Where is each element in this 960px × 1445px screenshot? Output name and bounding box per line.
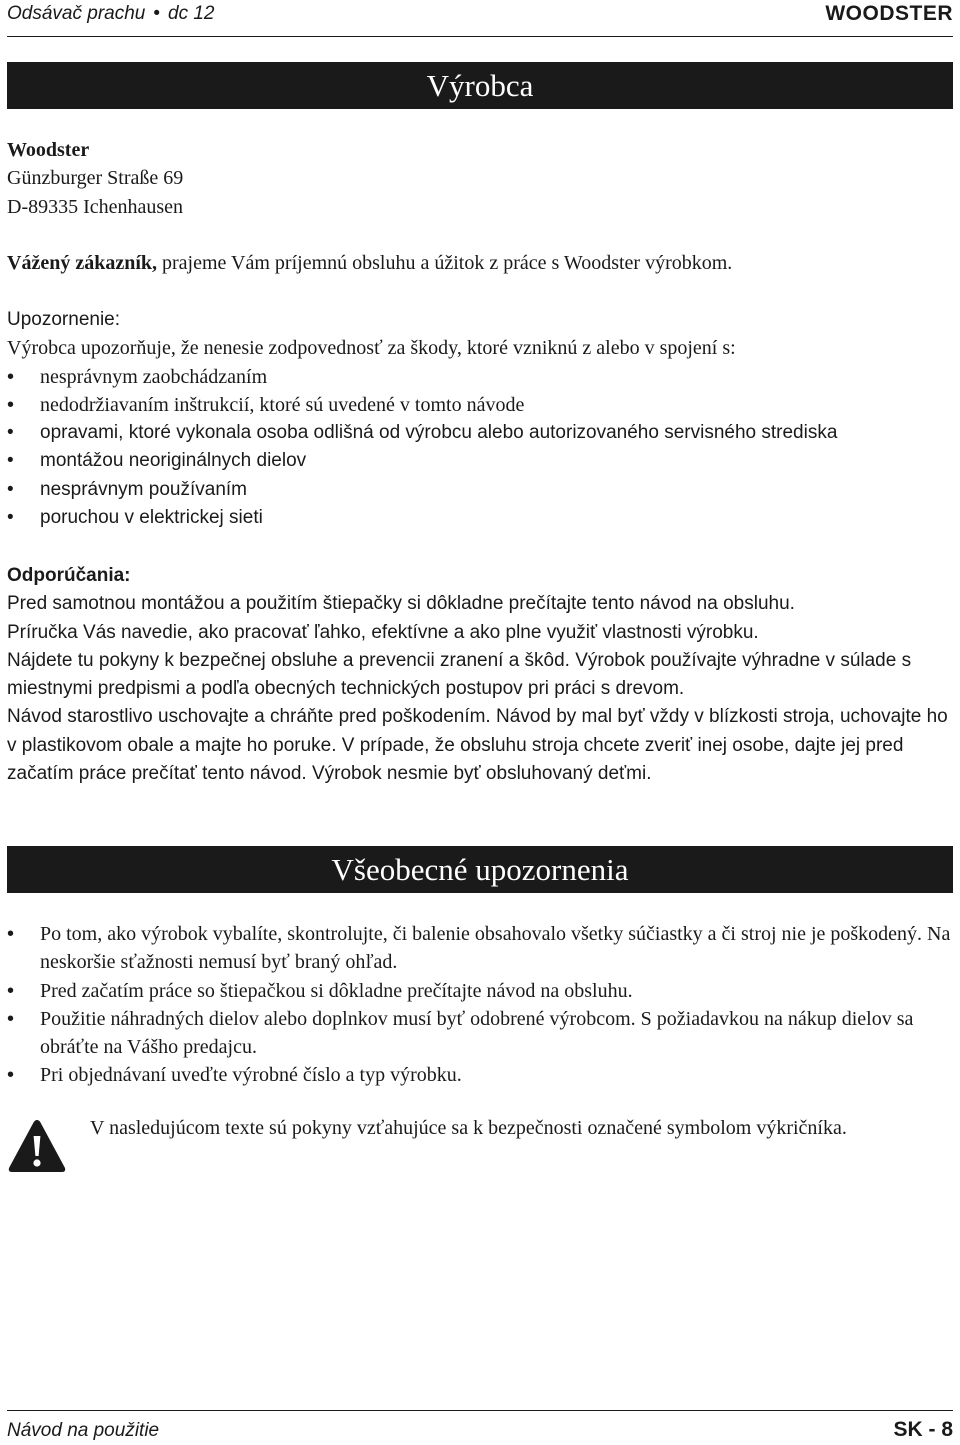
header-product-line xyxy=(7,3,215,25)
warning-section xyxy=(7,306,953,532)
list-item: • montážou neoriginálnych dielov xyxy=(7,447,953,475)
footer-manual-title: Návod na použitie xyxy=(7,1420,160,1441)
warning-intro: Výrobca upozorňuje, že nenesie zodpovednosť za škody, ktoré vzniknú z alebo v spojení s: xyxy=(7,337,736,360)
paragraph-line: Nájdete tu pokyny k bezpečnej obsluhe a prevencii zranení a škôd. Výrobok používajte výhradne v súlade s miestnymi predpismi a podľa obecných technických postupov pri práci s drevom. xyxy=(7,649,912,700)
warning-label: Upozornenie: xyxy=(7,309,121,330)
header-separator: • xyxy=(153,3,161,24)
section-title: Všeobecné upozornenia xyxy=(331,852,629,887)
header-model: dc 12 xyxy=(168,3,215,24)
list-item: • Pri objednávaní uveďte výrobné číslo a typ výrobku. xyxy=(7,1061,953,1089)
manufacturer-city: D-89335 Ichenhausen xyxy=(7,195,184,218)
header-product: Odsávač prachu xyxy=(7,3,146,24)
paragraph-line: Pred samotnou montážou a použitím štiepačky si dôkladne prečítajte tento návod na obsluhu. xyxy=(7,593,795,615)
recommendations-label: Odporúčania: xyxy=(7,565,131,586)
safety-note-text: V nasledujúcom texte sú pokyny vzťahujúce sa k bezpečnosti označené symbolom výkričníka. xyxy=(90,1117,847,1139)
manufacturer-name: Woodster xyxy=(7,139,90,161)
list-item: • Použitie náhradných dielov alebo doplnkov musí byť odobrené výrobcom. S požiadavkou na nákup dielov sa obráťte na Vášho predajcu. xyxy=(7,1005,953,1062)
greeting-text: prajeme Vám príjemnú obsluhu a úžitok z práce s Woodster výrobkom. xyxy=(157,252,733,274)
warning-triangle-icon xyxy=(7,1118,67,1174)
list-item: • poruchou v elektrickej sieti xyxy=(7,504,953,532)
list-item: • Po tom, ako výrobok vybalíte, skontrolujte, či balenie obsahovalo všetky súčiastky a či stroj nie je poškodený. Na neskoršie sťažnosti nemusí byť braný ohľad. xyxy=(7,920,953,977)
greeting-salutation: Vážený zákazník, xyxy=(7,252,157,274)
general-warnings xyxy=(7,920,953,1090)
list-item: • nedodržiavaním inštrukcií, ktoré sú uvedené v tomto návode xyxy=(7,391,953,419)
page-footer xyxy=(7,1410,953,1445)
manufacturer-address xyxy=(7,136,953,221)
general-list xyxy=(7,920,953,1090)
list-item: • opravami, ktoré vykonala osoba odlišná od výrobcu alebo autorizovaného servisného strediska xyxy=(7,419,953,447)
section-banner-general xyxy=(7,846,953,893)
list-item: • Pred začatím práce so štiepačkou si dôkladne prečítajte návod na obsluhu. xyxy=(7,977,953,1005)
manufacturer-street: Günzburger Straße 69 xyxy=(7,167,184,190)
list-item: • nesprávnym zaobchádzaním xyxy=(7,363,953,391)
greeting-paragraph xyxy=(7,249,953,277)
section-banner-manufacturer xyxy=(7,62,953,109)
page-header xyxy=(7,0,953,37)
recommendations-body xyxy=(7,590,953,788)
section-title: Výrobca xyxy=(426,68,534,103)
paragraph-line: Príručka Vás navedie, ako pracovať ľahko, efektívne a ako plne využiť vlastnosti výrobku. xyxy=(7,621,759,643)
paragraph-line: Návod starostlivo uschovajte a chráňte pred poškodením. Návod by mal byť vždy v blízkosti stroja, uchovajte ho v plastikovom obale a majte ho poruke. V prípade, že obsluhu stroja chcete zveriť inej osobe, dajte jej pred začatím práce prečítať tento návod. Výrobok nesmie byť obsluhovaný deťmi. xyxy=(7,706,948,785)
page-number: SK - 8 xyxy=(893,1418,953,1441)
warning-list xyxy=(7,363,953,533)
header-brand: WOODSTER xyxy=(825,2,953,25)
recommendations-section xyxy=(7,562,953,788)
list-item: • nesprávnym používaním xyxy=(7,476,953,504)
